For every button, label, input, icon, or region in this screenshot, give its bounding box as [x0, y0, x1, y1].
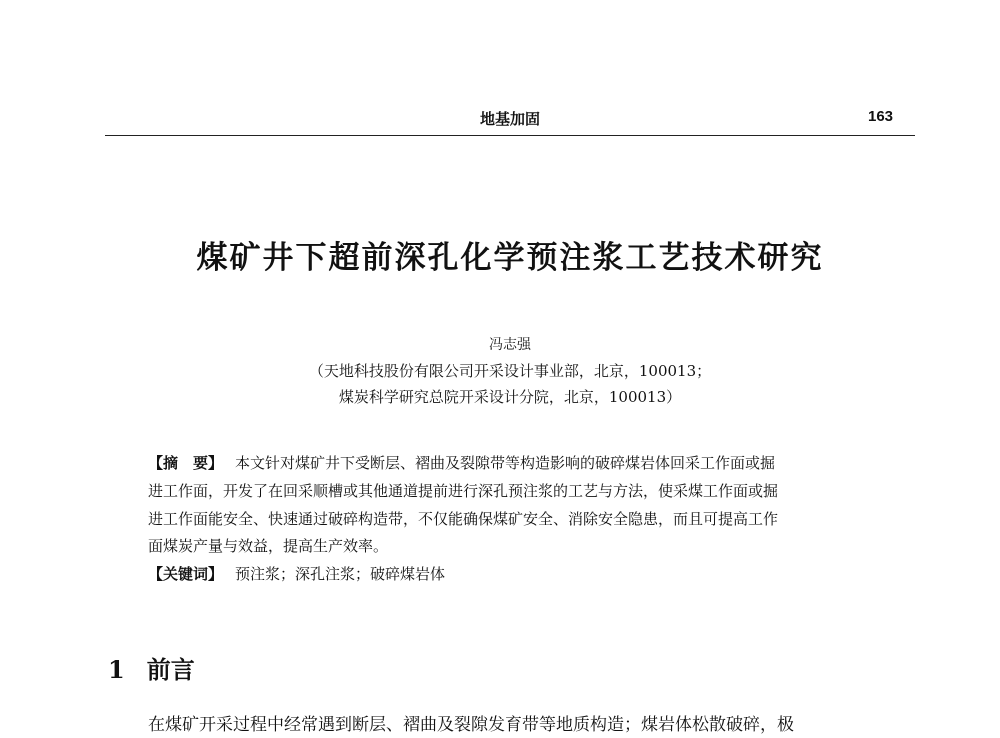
- paper-title: 煤矿井下超前深孔化学预注浆工艺技术研究: [196, 240, 824, 276]
- keywords-label: 【关键词】: [148, 565, 224, 583]
- section-heading: [108, 650, 195, 685]
- abstract-text: 本文针对煤矿井下受断层、褶曲及裂隙带等构造影响的破碎煤岩体回采工作面或掘: [235, 454, 776, 472]
- keywords-text: 预注浆；深孔注浆；破碎煤岩体: [235, 565, 446, 583]
- section-number: 1: [108, 655, 125, 684]
- abstract-label: 【摘 要】: [148, 454, 224, 472]
- affiliation-line: （天地科技股份有限公司开采设计事业部，北京，100013；: [308, 362, 712, 380]
- abstract-line: 面煤炭产量与效益，提高生产效率。: [148, 537, 389, 555]
- author: 冯志强: [489, 337, 531, 353]
- abstract-line: 进工作面，开发了在回采顺槽或其他通道提前进行深孔预注浆的工艺与方法，使采煤工作面或掘: [148, 482, 779, 500]
- section-title: 前言: [146, 655, 195, 684]
- affiliation-line: 煤炭科学研究总院开采设计分院，北京，100013）: [338, 388, 682, 406]
- header-rule: [105, 135, 915, 136]
- page-number: 163: [868, 108, 894, 125]
- abstract-line: [148, 452, 775, 473]
- body-paragraph-line: 在煤矿开采过程中经常遇到断层、褶曲及裂隙发育带等地质构造；煤岩体松散破碎，极: [148, 715, 794, 735]
- keywords-line: [148, 563, 445, 584]
- abstract-line: 进工作面能安全、快速通过破碎构造带，不仅能确保煤矿安全、消除安全隐患，而且可提高工作: [148, 510, 779, 528]
- running-header-title: 地基加固: [479, 110, 540, 128]
